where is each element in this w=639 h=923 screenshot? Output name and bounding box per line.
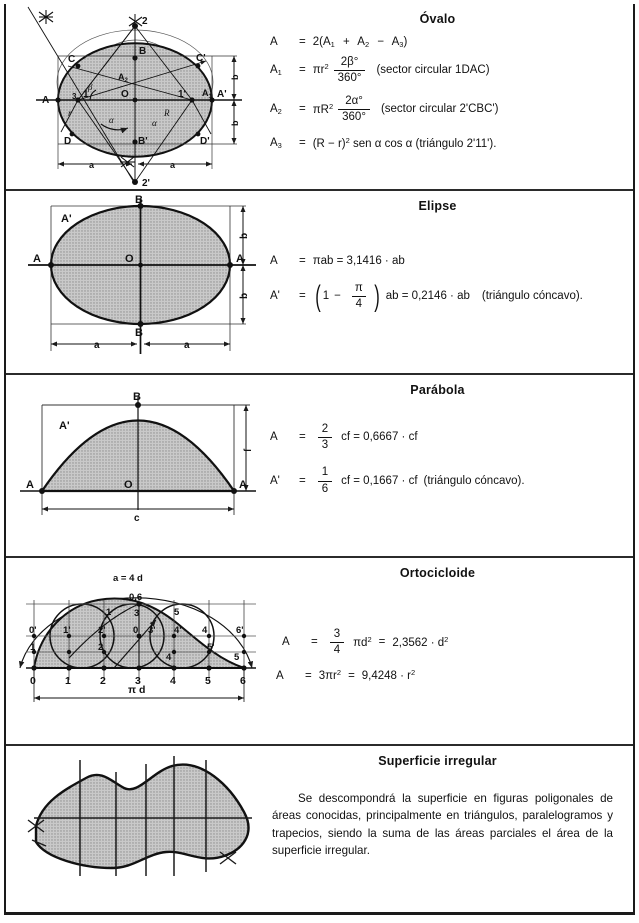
- equals-sign: =: [299, 63, 306, 76]
- one: 1: [322, 290, 330, 303]
- formula-value: $9,4248 \cdot r^2$: [361, 668, 416, 683]
- fraction: $\frac{1}{6}$: [318, 466, 332, 495]
- ortocicloide-figure: [6, 558, 264, 744]
- svg-text:A': A': [59, 420, 70, 432]
- svg-text:O: O: [124, 479, 133, 491]
- svg-text:2: 2: [142, 16, 148, 27]
- equals-sign: =: [299, 103, 306, 116]
- formula-tail: cf = 0,1667 · cf: [341, 474, 418, 487]
- svg-text:O: O: [121, 89, 129, 100]
- elipse-formula-1: [270, 255, 633, 268]
- section-title-superficie-irregular: Superficie irregular: [378, 754, 497, 768]
- formula-tail: ab = 0,2146 · ab: [385, 290, 470, 303]
- svg-text:0': 0': [29, 625, 37, 636]
- formula-lhs: A': [270, 290, 280, 303]
- superficie-irregular-paragraph: [272, 790, 613, 860]
- svg-text:f: f: [243, 448, 254, 452]
- right-paren: ): [374, 280, 380, 314]
- svg-text:3: 3: [135, 675, 141, 687]
- equals-sign: =: [311, 636, 318, 649]
- fraction: $\frac{\pi}{4}$: [351, 282, 367, 311]
- svg-text:5': 5': [207, 642, 215, 653]
- svg-text:0: 0: [30, 675, 36, 687]
- equals-sign: =: [299, 137, 306, 149]
- formula-note: (sector circular 2'CBC'): [380, 103, 499, 116]
- svg-text:B: B: [139, 46, 147, 57]
- svg-text:A': A': [217, 89, 227, 100]
- svg-text:6: 6: [240, 675, 246, 687]
- equals-sign: =: [348, 669, 355, 682]
- svg-text:b: b: [239, 232, 250, 239]
- left-paren: (: [314, 280, 321, 314]
- formula-rhs: $(R - r)^2$ sen α cos α (triángulo 2'11').: [312, 135, 497, 150]
- formula-note: (triángulo cóncavo).: [481, 290, 583, 303]
- pi-r-squared: $\pi r^2$: [312, 62, 329, 77]
- ortocicloide-diagram: [6, 558, 264, 744]
- svg-text:b: b: [239, 292, 250, 299]
- svg-text:3: 3: [134, 608, 140, 619]
- svg-text:a: a: [89, 160, 95, 170]
- fraction: $\frac{2}{3}$: [318, 423, 332, 452]
- svg-text:2': 2': [142, 178, 150, 189]
- document-page: [4, 4, 635, 915]
- svg-text:π d: π d: [128, 684, 146, 696]
- section-superficie-irregular: [6, 746, 633, 912]
- svg-text:1: 1: [65, 675, 71, 687]
- section-ovalo: [6, 4, 633, 189]
- formula-lhs: A: [276, 669, 284, 682]
- ovalo-text: [264, 4, 633, 189]
- equals-sign: =: [299, 431, 306, 444]
- svg-text:A: A: [42, 95, 50, 106]
- svg-text:C: C: [68, 54, 76, 65]
- svg-text:D: D: [64, 136, 72, 147]
- ovalo-formula-1: [270, 36, 633, 50]
- svg-text:b: b: [230, 74, 240, 80]
- svg-text:A: A: [33, 253, 41, 265]
- svg-text:5: 5: [234, 652, 240, 663]
- svg-text:3: 3: [72, 92, 77, 101]
- svg-text:a: a: [94, 340, 100, 351]
- formula-lhs: $A_1$: [270, 63, 282, 77]
- svg-text:C': C': [196, 53, 206, 64]
- svg-text:4: 4: [202, 625, 208, 636]
- svg-text:4': 4': [174, 625, 182, 636]
- equals-sign: =: [378, 636, 386, 649]
- ortocicloide-formula-2: [276, 669, 633, 683]
- elipse-figure: [6, 191, 264, 373]
- formula-lhs: A: [270, 255, 278, 267]
- svg-text:5: 5: [205, 675, 211, 687]
- svg-text:0: 0: [133, 625, 139, 636]
- paragraph-body: Se descompondrá la superficie en figuras poligonales de áreas conocidas, principalmente en triángulos, paralelogramos y trapecios, siendo la suma de las áreas parciales el área de la superficie irregular.: [272, 792, 613, 858]
- formula-value: $2,3562 \cdot d^2$: [392, 634, 449, 649]
- formula-lhs: A: [270, 431, 278, 444]
- section-elipse: [6, 191, 633, 373]
- svg-text:4: 4: [166, 652, 172, 663]
- svg-text:a: a: [184, 340, 190, 351]
- parabola-figure: [6, 375, 264, 556]
- section-ortocicloide: [6, 558, 633, 744]
- svg-text:β: β: [88, 82, 93, 92]
- fraction: $\frac{2\alpha^\circ}{360^\circ}$: [338, 95, 370, 124]
- svg-text:A1: $A_1$: [202, 88, 212, 100]
- pi-d-squared: $\pi d^2$: [353, 634, 372, 649]
- minus: −: [334, 290, 341, 303]
- ovalo-construction-diagram: [6, 4, 264, 189]
- svg-text:5: 5: [174, 607, 180, 618]
- three-pi-r-squared: $3\pi r^2$: [318, 668, 342, 683]
- svg-text:2: 2: [100, 675, 106, 687]
- section-parabola: [6, 375, 633, 556]
- superficie-irregular-figure: [6, 746, 264, 912]
- ovalo-formula-4: [270, 137, 633, 151]
- svg-text:1: 1: [83, 89, 89, 100]
- formula-note: (sector circular 1DAC): [376, 63, 490, 76]
- svg-text:1: 1: [106, 607, 112, 618]
- section-title-ortocicloide: Ortocicloide: [399, 566, 476, 580]
- formula-lhs: A: [282, 636, 290, 649]
- elipse-formula-2: [270, 280, 633, 314]
- svg-text:α: α: [152, 118, 157, 128]
- pi-R-squared: $\pi R^2$: [312, 101, 334, 116]
- svg-text:3': 3': [148, 625, 156, 636]
- svg-text:a: a: [170, 160, 176, 170]
- ovalo-figure: [6, 4, 264, 189]
- svg-text:A2: $A_2$: [118, 72, 128, 84]
- superficie-irregular-diagram: [6, 746, 264, 912]
- superficie-irregular-text: [264, 746, 633, 912]
- parabola-formula-1: [270, 423, 633, 452]
- formula-lhs: A: [270, 36, 278, 49]
- ovalo-formula-2: [270, 56, 633, 85]
- svg-text:O: O: [125, 253, 134, 265]
- equals-sign: =: [299, 36, 306, 49]
- formula-lhs: A': [270, 474, 280, 487]
- section-title-elipse: Elipse: [418, 199, 457, 213]
- fraction: $\frac{3}{4}$: [330, 628, 344, 657]
- svg-text:r: r: [68, 108, 72, 118]
- formula-lhs: $A_3$: [270, 136, 282, 150]
- formula-tail: cf = 0,6667 · cf: [341, 431, 418, 444]
- section-title-parabola: Parábola: [410, 383, 465, 397]
- svg-text:B': B': [138, 136, 148, 147]
- svg-text:1: 1: [30, 642, 36, 653]
- svg-text:0,6: 0,6: [129, 592, 143, 603]
- formula-rhs: $2(A_1 + A_2 - A_3)$: [312, 36, 408, 49]
- ovalo-formula-3: [270, 95, 633, 124]
- formula-lhs: $A_2$: [270, 102, 282, 116]
- svg-text:4: 4: [170, 675, 176, 687]
- elipse-text: [264, 191, 633, 373]
- svg-text:a = 4 d: a = 4 d: [113, 573, 143, 584]
- parabola-diagram: [6, 375, 264, 556]
- ortocicloide-text: [264, 558, 633, 744]
- equals-sign: =: [299, 290, 306, 303]
- svg-text:A: A: [239, 479, 247, 491]
- svg-text:2': 2': [98, 625, 106, 636]
- svg-text:A': A': [61, 213, 72, 225]
- svg-text:R: R: [164, 108, 170, 118]
- svg-text:B: B: [135, 194, 143, 206]
- equals-sign: =: [299, 255, 306, 267]
- elipse-diagram: [6, 191, 264, 373]
- svg-text:2: 2: [98, 642, 104, 653]
- svg-text:c: c: [134, 513, 140, 524]
- section-title-ovalo: Óvalo: [419, 12, 456, 26]
- parabola-formula-2: [270, 466, 633, 495]
- svg-text:A: A: [26, 479, 34, 491]
- svg-text:D': D': [200, 136, 210, 147]
- formula-note: (triángulo cóncavo).: [423, 474, 525, 487]
- svg-text:A: A: [236, 253, 244, 265]
- svg-text:1': 1': [178, 89, 186, 100]
- svg-text:B: B: [133, 391, 141, 403]
- equals-sign: =: [305, 669, 312, 682]
- equals-sign: =: [299, 474, 306, 487]
- fraction: $\frac{2\beta^\circ}{360^\circ}$: [334, 56, 366, 85]
- parabola-text: [264, 375, 633, 556]
- svg-text:1': 1': [63, 625, 71, 636]
- svg-text:B: B: [135, 327, 143, 339]
- svg-text:6': 6': [236, 625, 244, 636]
- formula-rhs: πab = 3,1416 · ab: [312, 255, 405, 267]
- ortocicloide-formula-1: [282, 628, 633, 657]
- svg-text:α: α: [109, 115, 114, 125]
- svg-text:b: b: [230, 120, 240, 126]
